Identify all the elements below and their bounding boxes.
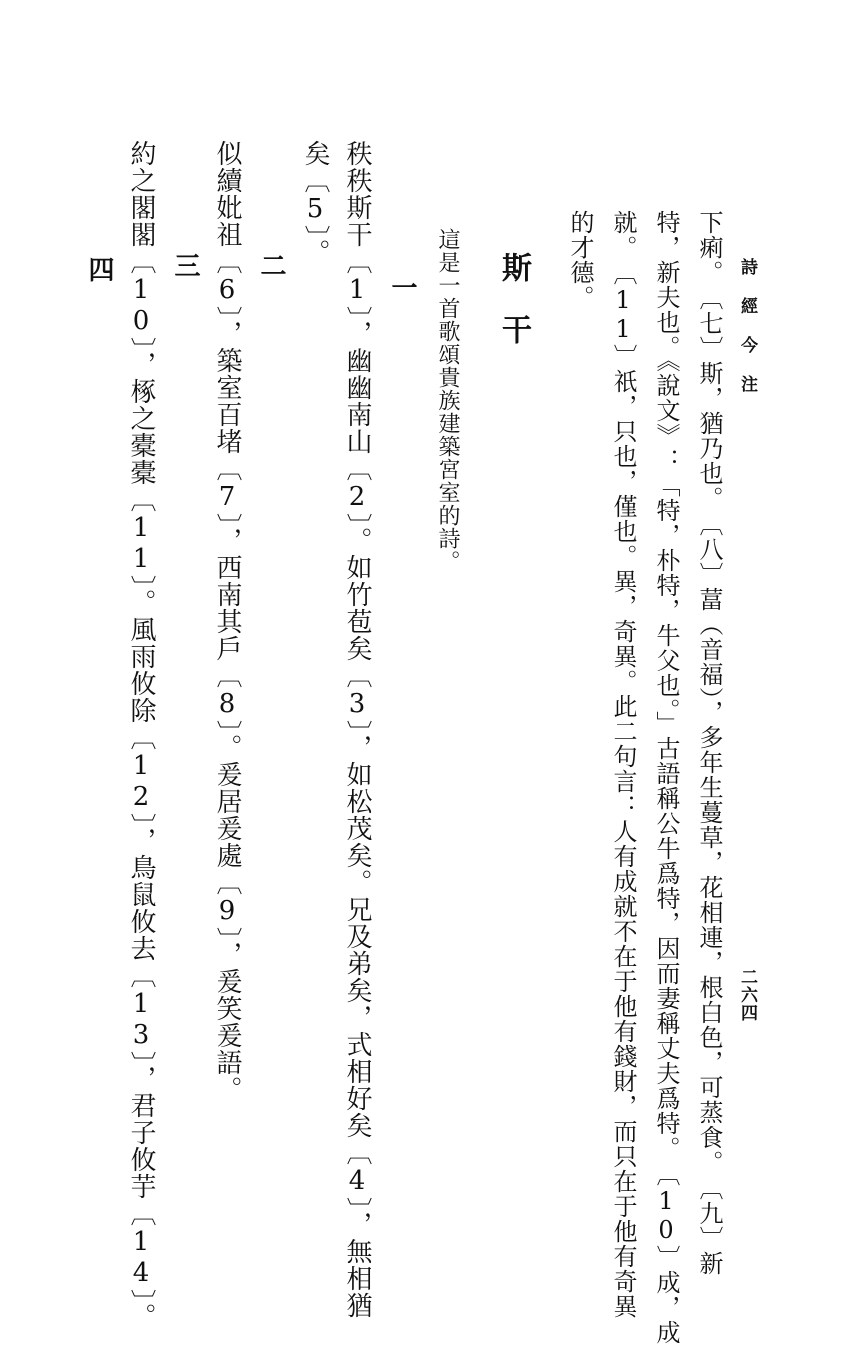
poem-line: 矣〔5〕。 (300, 140, 330, 266)
page-number: 二六四 (737, 968, 757, 1022)
note-line: 下痢。 〔七〕斯，猶乃也。 〔八〕葍（音福），多年生蔓草，花相連，根白色，可蒸食。 〔九〕新 (695, 210, 723, 1276)
note-line: 的才德。 (566, 210, 594, 310)
poem-line: 約之閣閣〔10〕，椓之橐橐〔11〕。風雨攸除〔12〕，鳥鼠攸去〔13〕，君子攸芋〔14〕。 (126, 140, 156, 1330)
book-title: 詩 經 今 注 (737, 258, 757, 393)
stanza-number: 二 (256, 252, 286, 279)
stanza-number: 四 (84, 256, 114, 283)
note-line: 就。 〔11〕祇，只也，僅也。異，奇異。此二句言：人有成就不在于他有錢財，而只在于他有奇異 (609, 210, 637, 1319)
poem-title: 斯 干 (496, 252, 531, 345)
note-line: 特，新夫也。《說文》：「特，朴特，牛父也。」古語稱公牛爲特，因而妻稱丈夫爲特。 〔10〕成，成 (652, 210, 680, 1345)
stanza-number: 三 (170, 252, 200, 279)
poem-line: 似續妣祖〔6〕，築室百堵〔7〕，西南其戶〔8〕。爰居爰處〔9〕，爰笑爰語。 (212, 140, 242, 1103)
poem-intro: 這是一首歌頌貴族建築宮室的詩。 (435, 228, 460, 573)
poem-line: 秩秩斯干〔1〕，幽幽南山〔2〕。如竹苞矣〔3〕，如松茂矣。兄及弟矣，式相好矣〔4〕，無相猶 (342, 140, 372, 1319)
stanza-number: 一 (387, 274, 417, 301)
